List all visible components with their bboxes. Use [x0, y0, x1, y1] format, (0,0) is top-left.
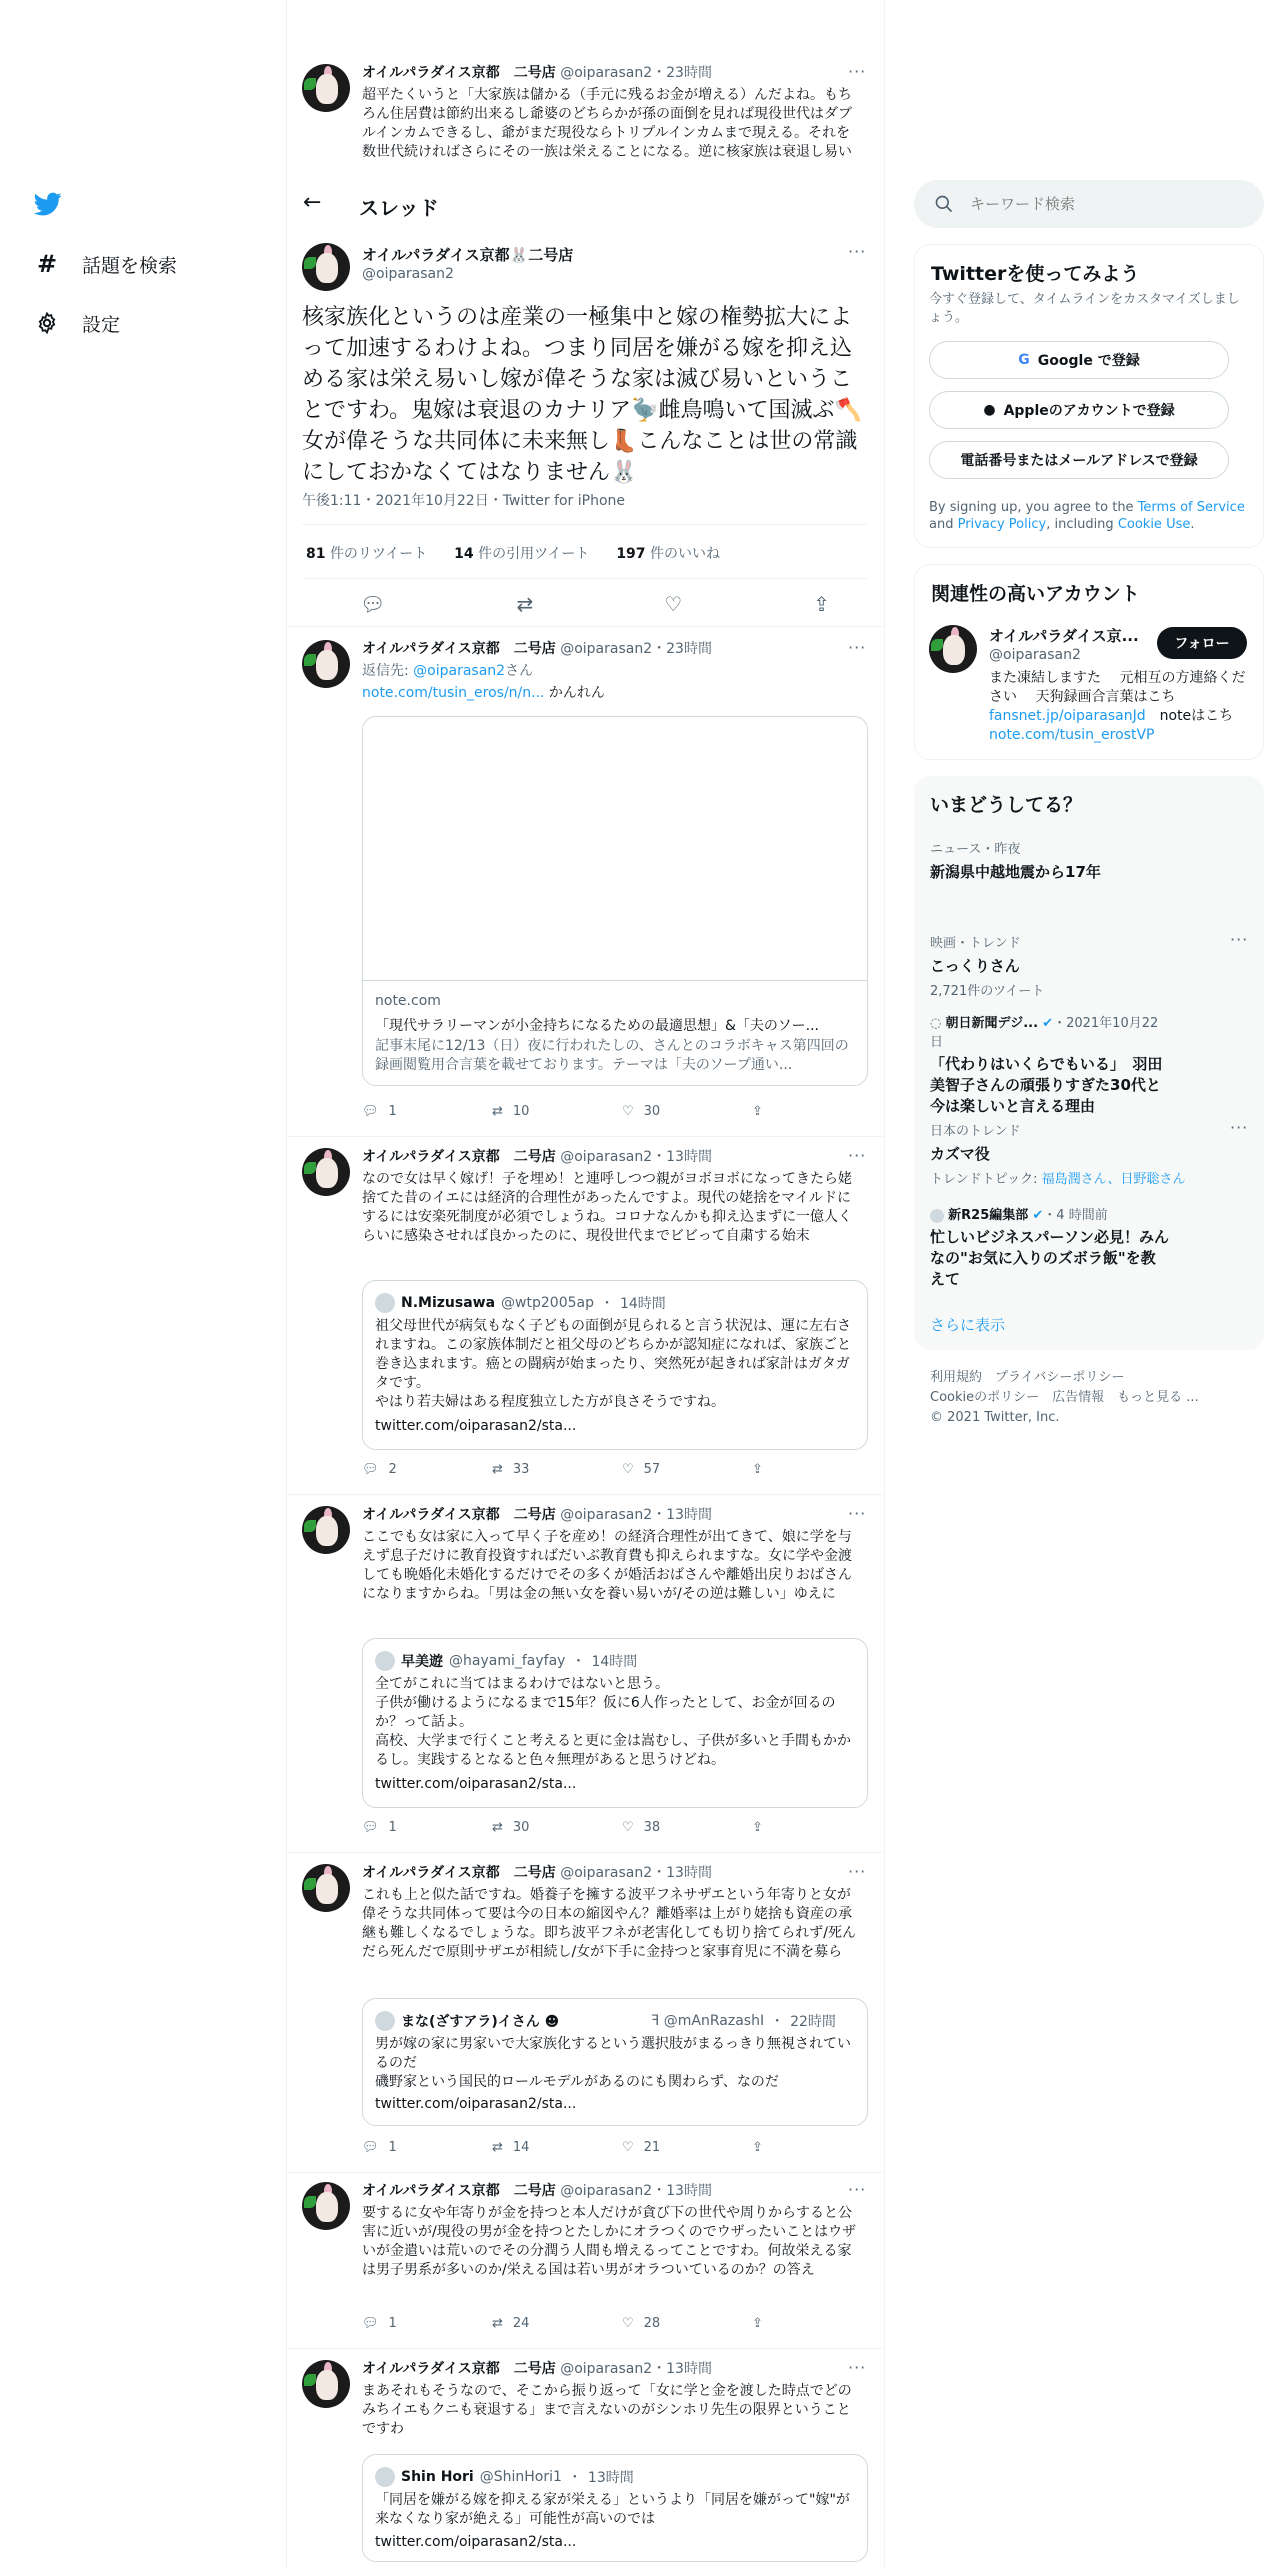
tweet-text: なので女は早く嫁げ！子を埋め！と連呼しつつ親がヨボヨボになってきたら姥捨てた昔のイエには経済的合理性があったんですよ。現代の姥捨をマイルドにするには安楽死制度が必須でしょうね。コロナなんかも抑え込まずに一億人くらいに感染させれば良かったのに、現役世代までビビって自粛する始末: [362, 1171, 852, 1244]
like-icon: ♡: [622, 1820, 634, 1835]
relevant-title: 関連性の高いアカウント: [931, 583, 1140, 605]
like-count[interactable]: 197 件のいいね: [616, 546, 720, 562]
quote-link[interactable]: twitter.com/oiparasan2/sta...: [375, 2534, 577, 2550]
author-name[interactable]: オイルパラダイス京都 二号店: [362, 641, 556, 657]
tweet-text: 超平たくいうと「大家族は儲かる（手元に残るお金が増える）んだよね。もちろん住居費は節約出来るし爺婆のどちらかが孫の面倒を見れば現役世代はダブルインカムできるし、爺がまだ現役ならトリプルインカムまで現える。それを数世代続ければさらにその一族は栄えることになる。逆に核家族は衰退し易い: [362, 87, 852, 160]
tweet-header: オイルパラダイス京都 二号店 @oiparasan2・23時間: [362, 641, 712, 657]
quote-text: 男が嫁の家に男家いで大家族化するという選択肢がまるっきり無視されているのだ 磯野家という国民的ロールモデルがあるのにも関わらず、なのだ: [375, 2036, 851, 2090]
tweet-actions: [362, 1104, 882, 1119]
avatar[interactable]: [929, 625, 977, 673]
search-box[interactable]: [914, 180, 1264, 228]
main-actions: [360, 592, 830, 616]
retweet-icon[interactable]: ⇄: [516, 592, 534, 616]
quote-count[interactable]: 14 件の引用ツイート: [454, 546, 590, 562]
engagement-stats: [306, 543, 720, 563]
show-more-link[interactable]: さらに表示: [930, 1316, 1006, 1334]
reply-button[interactable]: 💬︎ 1: [362, 2316, 397, 2331]
retweet-icon: ⇄: [492, 2140, 503, 2155]
avatar[interactable]: [302, 1506, 350, 1554]
twitter-logo-icon[interactable]: [32, 190, 64, 218]
avatar: [375, 1293, 395, 1313]
author-handle[interactable]: @oiparasan2: [560, 65, 653, 81]
reply-button[interactable]: 💬︎ 1: [362, 1820, 397, 1835]
reply-icon: 💬︎: [362, 1820, 379, 1835]
share-button[interactable]: [752, 2316, 882, 2331]
like-button[interactable]: ♡ 30: [622, 1104, 661, 1119]
share-button[interactable]: [752, 1462, 882, 1477]
search-input[interactable]: [970, 192, 1240, 216]
quote-header: Shin Hori @ShinHori1 ・ 13時間: [375, 2467, 634, 2487]
nav-settings[interactable]: [32, 308, 120, 338]
retweet-button[interactable]: ⇄ 10: [492, 1104, 530, 1119]
quote-link[interactable]: twitter.com/oiparasan2/sta...: [375, 1776, 577, 1792]
author-name[interactable]: オイルパラダイス京都 二号店: [362, 1507, 556, 1523]
share-button[interactable]: [752, 1104, 882, 1119]
like-icon[interactable]: ♡: [664, 592, 683, 616]
more-icon[interactable]: ···: [848, 1146, 867, 1165]
terms-text: By signing up, you agree to the Terms of Service and Privacy Policy, including Cookie Use.: [929, 500, 1245, 532]
tweet-text: ここでも女は家に入って早く子を産め！の経済合理性が出てきて、娘に学を与えず息子だけに教育投資すればだいぶ教育費も抑えられますな。女に学や金渡しても晩婚化未婚化するだけでその多くが婚活おばさんや離婚出戻りおばさんになりますからね。「男は金の無い女を養い易いが/その逆は難しい」ゆえに: [362, 1529, 852, 1602]
trend-meta: 新R25編集部 ✔・4 時間前: [930, 1204, 1170, 1223]
footer-cookie[interactable]: Cookieのポリシー: [930, 1390, 1040, 1405]
card-domain: note.com: [375, 993, 441, 1009]
relevant-accounts-panel: [914, 564, 1264, 760]
verified-icon: ✔: [1042, 1016, 1054, 1031]
like-button[interactable]: ♡ 28: [622, 2316, 661, 2331]
signup-desc: 今すぐ登録して、タイムラインをカスタマイズしましょう。: [929, 292, 1240, 325]
signup-title: Twitterを使ってみよう: [931, 263, 1140, 285]
verified-icon: ✔: [1032, 1208, 1044, 1223]
tweet-text: note.com/tusin_eros/n/n... かんれん: [362, 685, 605, 701]
retweet-icon: ⇄: [492, 1104, 503, 1119]
footer-links: [930, 1368, 1250, 1428]
account-name[interactable]: オイルパラダイス京...: [989, 627, 1139, 645]
trend-topic[interactable]: 福島潤さん、日野聡さん: [1041, 1172, 1186, 1187]
avatar[interactable]: [302, 640, 350, 688]
tweet-header: オイルパラダイス京都 二号店 @oiparasan2・13時間: [362, 1149, 712, 1165]
more-icon[interactable]: ···: [848, 2358, 867, 2377]
author-handle[interactable]: @oiparasan2: [560, 641, 653, 657]
quote-tweet[interactable]: [362, 1638, 868, 1808]
avatar[interactable]: [302, 2182, 350, 2230]
trend-count: 2,721件のツイート: [930, 984, 1045, 999]
account-bio: また凍結しますた 元相互の方連絡ください 天狗録画合言葉はこちfansnet.jp/oiparasanJd noteはこちnote.com/tusin_erostVP: [989, 670, 1246, 743]
author-name[interactable]: オイルパラダイス京都 二号店: [362, 2183, 556, 2199]
card-description: 記事末尾に12/13（日）夜に行われたしの、さんとのコラボキャス第四回の録画閲覧用合言葉を載せております。テーマは「夫のソープ通い...: [375, 1038, 849, 1073]
share-icon: ⇪: [752, 1462, 763, 1477]
share-icon: ⇪: [752, 2140, 763, 2155]
tweet-text: まあそれもそうなので、そこから振り返って「女に学と金を渡した時点でどのみちイエもクニも衰退する」まで言えないのがシンホリ先生の限界ということですわ: [362, 2383, 852, 2437]
more-icon[interactable]: ···: [848, 1504, 867, 1523]
tweet-time[interactable]: 13時間: [666, 1149, 712, 1165]
reply-button[interactable]: 💬︎ 1: [362, 2140, 397, 2155]
author-name[interactable]: オイルパラダイス京都🐰二号店: [362, 246, 574, 264]
tweet-time[interactable]: 23時間: [666, 641, 712, 657]
follow-button[interactable]: フォロー: [1157, 627, 1247, 659]
page-title: スレッド: [359, 196, 439, 220]
like-icon: ♡: [622, 2140, 634, 2155]
share-button[interactable]: [752, 2140, 882, 2155]
card-image: [363, 717, 867, 981]
retweet-button[interactable]: ⇄ 14: [492, 2140, 530, 2155]
tweet-time[interactable]: 13時間: [666, 1865, 712, 1881]
avatar[interactable]: [302, 2360, 350, 2408]
retweet-button[interactable]: ⇄ 30: [492, 1820, 530, 1835]
like-button[interactable]: ♡ 21: [622, 2140, 661, 2155]
reply-icon[interactable]: 💬︎: [360, 592, 386, 616]
avatar[interactable]: [302, 1864, 350, 1912]
author-name[interactable]: オイルパラダイス京都 二号店: [362, 2361, 556, 2377]
author-name[interactable]: オイルパラダイス京都 二号店: [362, 65, 556, 81]
tweet-actions: [362, 2316, 882, 2331]
back-arrow-icon[interactable]: ←: [303, 190, 322, 215]
bio-link[interactable]: fansnet.jp/oiparasanJd: [989, 708, 1146, 724]
cookie-link[interactable]: Cookie Use: [1117, 517, 1191, 532]
nav-settings-label: 設定: [82, 313, 121, 336]
reply-icon: 💬︎: [362, 1104, 379, 1119]
quote-text: 全てがこれに当てはまるわけではないと思う。 子供が働けるようになるまで15年？仮に6人作ったとして、お金が回るのか？って話よ。 高校、大学まで行くこと考えると更に金は嵩むし、子供が多いと手間もかかるし。実践するとなると色々無理があると思うけどね。: [375, 1676, 851, 1768]
tweet-text: これも上と似た話ですね。婚養子を擁する波平フネサザエという年寄りと女が偉そうな共同体って要は今の日本の縮図やん？離婚率は上がり姥捨も資産の承継も難しくなるでしょうな。即ち波平フネが老害化しても切り捨てられず/死んだら死んだで原則サザエが相続し/女が下手に金持つと家事育児に不満を募ら: [362, 1887, 857, 1960]
retweet-button[interactable]: ⇄ 33: [492, 1462, 530, 1477]
terms-link[interactable]: Terms of Service: [1137, 500, 1245, 515]
avatar: [930, 1209, 944, 1223]
author-name[interactable]: オイルパラダイス京都 二号店: [362, 1865, 556, 1881]
trend-meta: 映画・トレンド: [930, 936, 1021, 951]
author-handle[interactable]: @oiparasan2: [560, 1865, 653, 1881]
trend-title: 「代わりはいくらでもいる」 羽田美智子さんの頑張りすぎた30代と今は楽しいと言える理由: [930, 1055, 1163, 1115]
footer-privacy[interactable]: プライバシーポリシー: [995, 1370, 1125, 1385]
share-icon: ⇪: [752, 1104, 763, 1119]
copyright: © 2021 Twitter, Inc.: [930, 1410, 1060, 1425]
trend-title: 忙しいビジネスパーソン必見！みんなの"お気に入りのズボラ飯"を教えて: [930, 1228, 1169, 1288]
tweet-header: オイルパラダイス京都 二号店 @oiparasan2・13時間: [362, 1507, 712, 1523]
more-icon[interactable]: ···: [848, 1862, 867, 1881]
trend-item[interactable]: [930, 838, 1250, 882]
like-icon: ♡: [622, 1462, 634, 1477]
apple-signup-button[interactable]: ● Appleのアカウントで登録: [929, 391, 1229, 429]
footer-ads[interactable]: 広告情報: [1052, 1390, 1105, 1405]
more-icon[interactable]: ···: [848, 2180, 867, 2199]
tweet-time[interactable]: 13時間: [666, 2183, 712, 2199]
retweet-count[interactable]: 81 件のリツイート: [306, 546, 428, 562]
quote-text: 「同居を嫌がる嫁を抑える家が栄える」というより「同居を嫌がって"嫁"が来なくなり家が絶える」可能性が高いのでは: [375, 2492, 850, 2527]
quote-header: まな(ざすアラ)イさん ☻ ꟻ @mAnRazashI ・ 22時間: [375, 2011, 836, 2031]
author-handle[interactable]: @oiparasan2: [560, 1507, 653, 1523]
privacy-link[interactable]: Privacy Policy: [957, 517, 1047, 532]
signup-panel: [914, 244, 1264, 548]
trend-title: 新潟県中越地震から17年: [930, 863, 1101, 881]
tweet-time[interactable]: 23時間: [666, 65, 712, 81]
quote-link[interactable]: twitter.com/oiparasan2/sta...: [375, 1418, 577, 1434]
quote-tweet[interactable]: [362, 1280, 868, 1450]
share-icon: ⇪: [752, 2316, 763, 2331]
card-title: 「現代サラリーマンが小金持ちになるための最適思想」&「夫のソー...: [375, 1018, 819, 1034]
author-handle[interactable]: @oiparasan2: [362, 266, 454, 282]
trend-item[interactable]: [930, 1012, 1170, 1117]
nav-explore-label: 話題を検索: [82, 254, 178, 277]
bio-link[interactable]: note.com/tusin_erostVP: [989, 727, 1155, 743]
quote-header: 早美遊 @hayami_fayfay ・ 14時間: [375, 1651, 637, 1671]
google-icon: G: [1018, 352, 1030, 368]
retweet-icon: ⇄: [492, 1820, 503, 1835]
footer-terms[interactable]: 利用規約: [930, 1370, 983, 1385]
reply-to: 返信先: @oiparasan2さん: [362, 663, 534, 679]
tweet-header: オイルパラダイス京都 二号店 @oiparasan2・13時間: [362, 1865, 712, 1881]
avatar: [375, 1651, 395, 1671]
tweet-time[interactable]: 13時間: [666, 1507, 712, 1523]
trend-title: カズマ役: [930, 1145, 990, 1163]
quote-link[interactable]: twitter.com/oiparasan2/sta...: [375, 2096, 577, 2112]
main-tweet-text: 核家族化というのは産業の一極集中と嫁の権勢拡大によって加速するわけよね。つまり同居を嫌がる嫁を抑え込める家は栄え易いし嫁が偉そうな家は滅び易いということですわ。鬼嫁は衰退のカナリア🦤雌鳥鳴いて国滅ぶ🪓女が偉そうな共同体に未来無し👢こんなことは世の常識にしておかなくてはなりません🐰: [302, 305, 862, 485]
trend-meta: ニュース・昨夜: [930, 842, 1021, 857]
trend-meta: 日本のトレンド: [930, 1124, 1021, 1139]
footer-more[interactable]: もっと見る ...: [1117, 1390, 1199, 1405]
author-handle[interactable]: @oiparasan2: [560, 2183, 653, 2199]
link-card[interactable]: [362, 716, 868, 1086]
avatar[interactable]: [302, 1148, 350, 1196]
more-icon[interactable]: ···: [848, 62, 867, 81]
more-icon[interactable]: ···: [1230, 1118, 1249, 1137]
like-button[interactable]: ♡ 38: [622, 1820, 661, 1835]
apple-icon: ●: [983, 402, 996, 418]
tweet-header: オイルパラダイス京都 二号店 @oiparasan2・23時間: [362, 65, 712, 81]
like-icon: ♡: [622, 1104, 634, 1119]
like-icon: ♡: [622, 2316, 634, 2331]
tweet-time[interactable]: 13時間: [666, 2361, 712, 2377]
more-icon[interactable]: ···: [848, 242, 867, 261]
more-icon[interactable]: ···: [848, 638, 867, 657]
avatar[interactable]: [302, 64, 350, 112]
tweet-actions: [362, 1820, 882, 1835]
author-handle[interactable]: @oiparasan2: [560, 2361, 653, 2377]
like-button[interactable]: ♡ 57: [622, 1462, 661, 1477]
author-name[interactable]: オイルパラダイス京都 二号店: [362, 1149, 556, 1165]
nav-explore[interactable]: [32, 249, 177, 279]
gear-icon: [32, 308, 62, 338]
trend-item[interactable]: 日本のトレンド カズマ役 トレンドトピック: 福島潤さん、日野聡さん: [930, 1120, 1250, 1187]
tweet-link[interactable]: note.com/tusin_eros/n/n...: [362, 685, 545, 701]
reply-icon: 💬︎: [362, 2140, 379, 2155]
trends-panel: [914, 776, 1264, 1350]
tweet-header: オイルパラダイス京都 二号店 @oiparasan2・13時間: [362, 2183, 712, 2199]
quote-header: N.Mizusawa @wtp2005ap ・ 14時間: [375, 1293, 666, 1313]
source-icon: ◌: [930, 1016, 942, 1031]
quote-text: 祖父母世代が病気もなく子どもの面倒が見られると言う状況は、運に左右されますね。この家族体制だと祖父母のどちらかが認知症になれば、家族ごと巻き込まれます。癌との闘病が始まったり、突然死が起きれば家計はガタガタです。 やはり若夫婦はある程度独立した方が良さそうですね。: [375, 1318, 851, 1410]
author-handle[interactable]: @oiparasan2: [560, 1149, 653, 1165]
google-signup-button[interactable]: G Google で登録: [929, 341, 1229, 379]
hashtag-icon: #: [36, 250, 58, 278]
tweet-header: オイルパラダイス京都 二号店 @oiparasan2・13時間: [362, 2361, 712, 2377]
retweet-button[interactable]: ⇄ 24: [492, 2316, 530, 2331]
account-handle[interactable]: @oiparasan2: [989, 647, 1081, 663]
retweet-icon: ⇄: [492, 2316, 503, 2331]
reply-icon: 💬︎: [362, 1462, 379, 1477]
avatar: [375, 2011, 395, 2031]
search-icon: [934, 194, 954, 218]
trend-meta: ◌ 朝日新聞デジ... ✔・2021年10月22日: [930, 1016, 1159, 1050]
share-button[interactable]: [752, 1820, 882, 1835]
avatar: [375, 2467, 395, 2487]
tweet-meta[interactable]: 午後1:11・2021年10月22日・Twitter for iPhone: [302, 493, 626, 509]
quote-tweet[interactable]: [362, 2454, 868, 2562]
reply-to-link[interactable]: @oiparasan2: [413, 663, 506, 679]
retweet-icon: ⇄: [492, 1462, 503, 1477]
reply-button[interactable]: 💬︎ 2: [362, 1462, 397, 1477]
reply-icon: 💬︎: [362, 2316, 379, 2331]
thread-header: [287, 178, 884, 230]
tweet-actions: [362, 2140, 882, 2155]
tweet-text: 要するに女や年寄りが金を持つと本人だけが貪び下の世代や周りからすると公害に近いが/現役の男が金を持つとたしかにオラつくのでウザったいことはウザいが金遣いは荒いのでその分潤う人間も増えるってことですわ。何故栄える家は男子男系が多いのか/栄える国は若い男がオラついているのか？の答え: [362, 2205, 857, 2278]
share-icon[interactable]: ⇪: [813, 592, 830, 616]
quote-tweet[interactable]: [362, 1998, 868, 2126]
share-icon: ⇪: [752, 1820, 763, 1835]
trend-item[interactable]: [930, 1204, 1170, 1290]
trend-item[interactable]: [930, 932, 1250, 999]
avatar[interactable]: [302, 243, 350, 291]
reply-button[interactable]: 💬︎ 1: [362, 1104, 397, 1119]
trend-title: こっくりさん: [930, 957, 1020, 975]
phone-signup-button[interactable]: 電話番号またはメールアドレスで登録: [929, 441, 1229, 479]
trends-title: いまどうしてる？: [930, 794, 1083, 816]
more-icon[interactable]: ···: [1230, 930, 1249, 949]
tweet-actions: [362, 1462, 882, 1477]
